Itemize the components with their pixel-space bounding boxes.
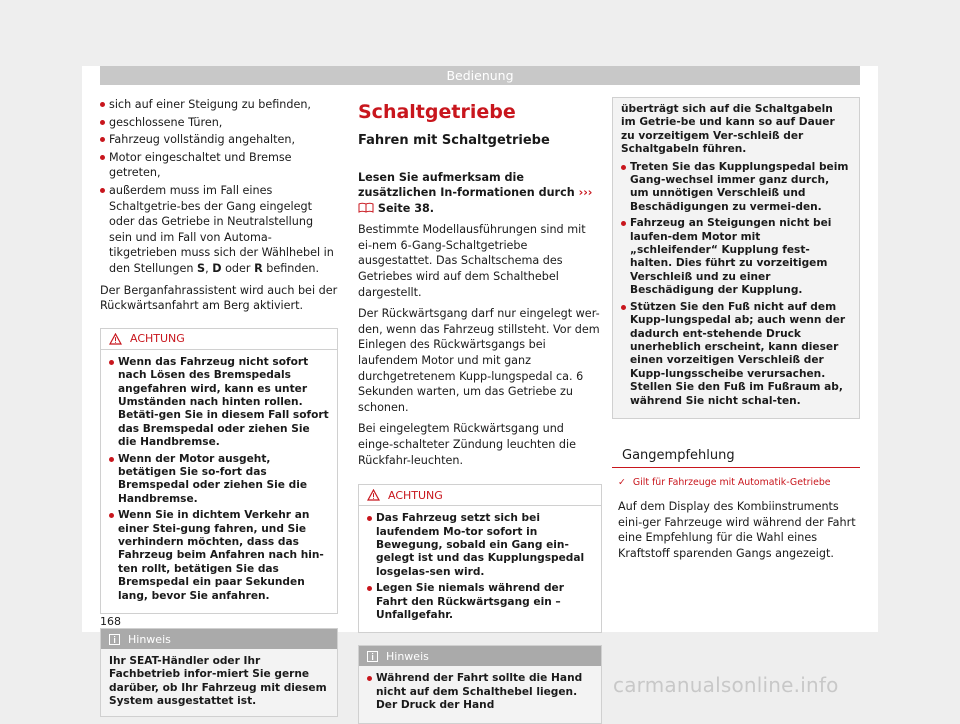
applicability-text: Gilt für Fahrzeuge mit Automatik-Getriebe [632,476,831,488]
note-header [101,629,337,649]
section-title: Schaltgetriebe [358,101,516,123]
sentence-end: befinden. [262,261,320,275]
note-body: Ihr SEAT-Händler oder Ihr Fachbetrieb infor-miert Sie gerne darüber, ob Ihr Fahrzeug mit diesem System ausgestattet ist. [109,655,327,708]
note-title: Hinweis [128,632,171,646]
list-item: Wenn das Fahrzeug nicht sofort nach Lösen des Bremspedals angefahren wird, kann es unter Umständen nach hinten rollen. Betäti-gen Sie in diesem Fall sofort das Bremspedal oder ziehen Sie die Handbremse. [109,356,329,450]
subsection-title: Gangempfehlung [622,447,735,463]
warning-title: ACHTUNG [130,332,185,346]
warning-header [359,485,601,506]
continued-text: überträgt sich auf die Schaltgabeln im Getrie-be und kann so auf Dauer zu vorzeitigem Ver-schleiß der Schaltgabeln führen. [621,103,835,156]
warning-box [100,328,338,614]
warning-header [101,329,337,350]
lead-text-body: Lesen Sie aufmerksam die zusätzlichen In-formationen durch [358,171,575,200]
page-reference-link[interactable]: Seite 38. [377,201,435,215]
gear-d: D [212,261,222,275]
section-subtitle: Fahren mit Schaltgetriebe [358,133,550,148]
gear-recommendation-section [612,445,860,561]
applicability-note [618,476,860,489]
conditions-list [100,97,338,314]
column-middle [358,97,602,724]
separator: oder [221,261,255,275]
note-box [358,645,602,723]
warning-body [101,350,337,613]
warning-title: ACHTUNG [388,488,443,502]
gear-s: S [197,261,206,275]
warning-body [359,506,601,632]
list-item: geschlossene Türen, [100,115,338,131]
warning-triangle-icon [109,333,122,345]
list-item: Legen Sie niemals während der Fahrt den Rückwärtsgang ein – Unfallgefahr. [367,582,593,622]
separator: , [205,261,213,275]
book-icon[interactable] [358,202,374,213]
note-header [359,646,601,666]
section-header: Bedienung [100,66,860,85]
list-item-text: außerdem muss im Fall eines Schaltgetrie-bes der Gang eingelegt oder das Getriebe in Neutralstellung sein und im Fall von Automa-tikgetrieben muss sich der Wählhebel in den Stellungen [109,183,334,275]
body-text [358,222,602,468]
paragraph: Bei eingelegtem Rückwärtsgang und einge-schalteter Zündung leuchten die Rückfahr-leuchten. [358,422,576,467]
lead-text [358,170,602,216]
paragraph: Der Rückwärtsgang darf nur eingelegt wer-den, wenn das Fahrzeug stillsteht. Vor dem Einlegen des Rückwärtsgangs bei laufendem Motor und mit ganz durchgetretenem Kupp-lungspedal ca. 6 Sekunden warten, um das Getriebe zu schonen. [358,307,600,414]
note-body [359,666,601,722]
info-icon [367,651,378,662]
divider [612,467,860,468]
list-item [100,183,338,277]
check-icon: ✓ [618,476,626,488]
list-item: sich auf einer Steigung zu befinden, [100,97,338,113]
list-item: Während der Fahrt sollte die Hand nicht auf dem Schalthebel liegen. Der Druck der Hand [367,672,593,712]
list-item: Motor eingeschaltet und Bremse getreten, [100,150,338,181]
note-box-continued [612,97,860,419]
paragraph: Bestimmte Modellausführungen sind mit ei-nem 6-Gang-Schaltgetriebe ausgestattet. Das Schaltschema des Getriebes wird auf dem Schalthebel dargestellt. [358,223,586,299]
warning-triangle-icon [367,489,380,501]
list-item: Fahrzeug vollständig angehalten, [100,132,338,148]
reference-arrows: ››› [578,186,593,200]
list-item: Wenn Sie in dichtem Verkehr an einer Stei-gung fahren, und Sie verhindern möchten, dass das Fahrzeug beim Anfahren nach hin-ten rollt, betätigen Sie das Bremspedal ein paar Sekunden lang, bevor Sie anfahren. [109,509,329,603]
page-number: 168 [100,615,121,628]
list-item: Stützen Sie den Fuß nicht auf dem Kupp-lungspedal ab; auch wenn der dadurch ent-stehende Druck unerheblich erscheint, kann dieser einen vorzeitigen Verschleiß der Kupp-lungsscheibe verursachen. Stellen Sie den Fuß im Fußraum ab, während Sie nicht schal-ten. [621,301,851,408]
note-body [613,98,859,418]
watermark: carmanualsonline.info [613,673,839,697]
column-left [100,97,338,717]
warning-box [358,484,602,633]
paragraph: Der Berganfahrassistent wird auch bei der Rückwärtsanfahrt am Berg aktiviert. [100,283,338,313]
column-right [612,97,860,561]
list-item: Wenn der Motor ausgeht, betätigen Sie so-fort das Bremspedal oder ziehen Sie die Handbremse. [109,453,329,507]
list-item: Das Fahrzeug setzt sich bei laufendem Mo-tor sofort in Bewegung, sobald ein Gang ein-gelegt ist und das Kupplungspedal losgelas-sen wird. [367,512,593,579]
info-icon [109,634,120,645]
list-item: Treten Sie das Kupplungspedal beim Gang-wechsel immer ganz durch, um unnötigen Verschleiß und Beschädigungen zu vermei-den. [621,161,851,215]
list-item: Fahrzeug an Steigungen nicht bei laufen-dem Motor mit „schleifender“ Kupplung fest-halten. Dies führt zu vorzeitigem Verschleiß und zu einer Beschädigung der Kupplung. [621,217,851,297]
note-title: Hinweis [386,649,429,663]
paragraph: Auf dem Display des Kombiinstruments eini-ger Fahrzeuge wird während der Fahrt eine Empfehlung für die Wahl eines Kraftstoff sparenden Gangs angezeigt. [618,499,856,560]
note-box [100,628,338,717]
gear-r: R [254,261,263,275]
